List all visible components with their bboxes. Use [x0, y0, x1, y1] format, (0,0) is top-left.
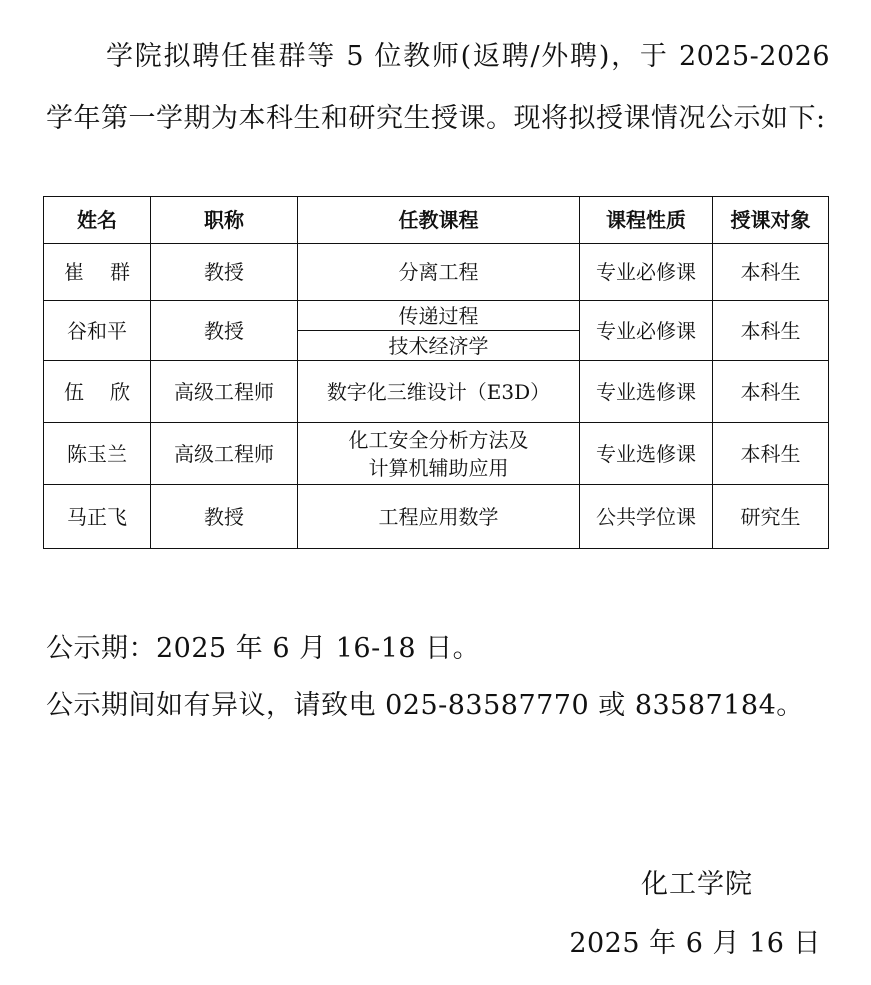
course-table	[43, 196, 829, 549]
course-name: 工程应用数学	[298, 485, 580, 549]
header-nature: 课程性质	[580, 197, 713, 244]
notice-contact: 公示期间如有异议，请致电 025-83587770 或 83587184。	[46, 690, 804, 721]
signature-date: 2025 年 6 月 16 日	[569, 928, 821, 959]
teacher-name-text: 崔群	[64, 260, 156, 284]
teacher-title: 教授	[151, 244, 298, 301]
course-name: 传递过程	[298, 301, 580, 331]
course-target: 本科生	[713, 361, 829, 423]
course-name: 分离工程	[298, 244, 580, 301]
signature-org: 化工学院	[641, 869, 753, 900]
header-target: 授课对象	[713, 197, 829, 244]
teacher-name: 马正飞	[44, 485, 151, 549]
teacher-name: 陈玉兰	[44, 423, 151, 485]
course-target: 本科生	[713, 244, 829, 301]
course-target: 研究生	[713, 485, 829, 549]
teacher-name: 谷和平	[44, 301, 151, 361]
teacher-title: 教授	[151, 301, 298, 361]
course-target: 本科生	[713, 301, 829, 361]
course-name: 数字化三维设计（E3D）	[298, 361, 580, 423]
table-row	[44, 361, 829, 423]
table-row	[44, 244, 829, 301]
header-course: 任教课程	[298, 197, 580, 244]
teacher-name	[44, 361, 156, 423]
table-header-row	[44, 197, 829, 244]
course-nature: 专业必修课	[580, 244, 713, 301]
course-name	[298, 423, 580, 485]
intro-paragraph: 学院拟聘任崔群等 5 位教师(返聘/外聘)，于 2025-2026 学年第一学期为本科生和研究生授课。现将拟授课情况公示如下:	[46, 41, 830, 134]
course-name-line: 计算机辅助应用	[368, 455, 509, 480]
teacher-name-text: 伍欣	[64, 379, 156, 404]
course-name: 技术经济学	[298, 331, 580, 361]
table-row	[44, 301, 829, 331]
course-nature: 专业选修课	[580, 361, 713, 423]
course-nature: 专业必修课	[580, 301, 713, 361]
course-target: 本科生	[713, 423, 829, 485]
course-nature: 公共学位课	[580, 485, 713, 549]
teacher-title: 高级工程师	[151, 361, 298, 423]
header-name: 姓名	[44, 197, 151, 244]
notice-period: 公示期：2025 年 6 月 16-18 日。	[46, 633, 481, 664]
teacher-name	[44, 244, 156, 301]
header-title: 职称	[151, 197, 298, 244]
teacher-title: 教授	[151, 485, 298, 549]
table-row	[44, 423, 829, 485]
teacher-title: 高级工程师	[151, 423, 298, 485]
course-nature: 专业选修课	[580, 423, 713, 485]
course-name-line: 化工安全分析方法及	[348, 427, 529, 452]
table-row	[44, 485, 829, 549]
